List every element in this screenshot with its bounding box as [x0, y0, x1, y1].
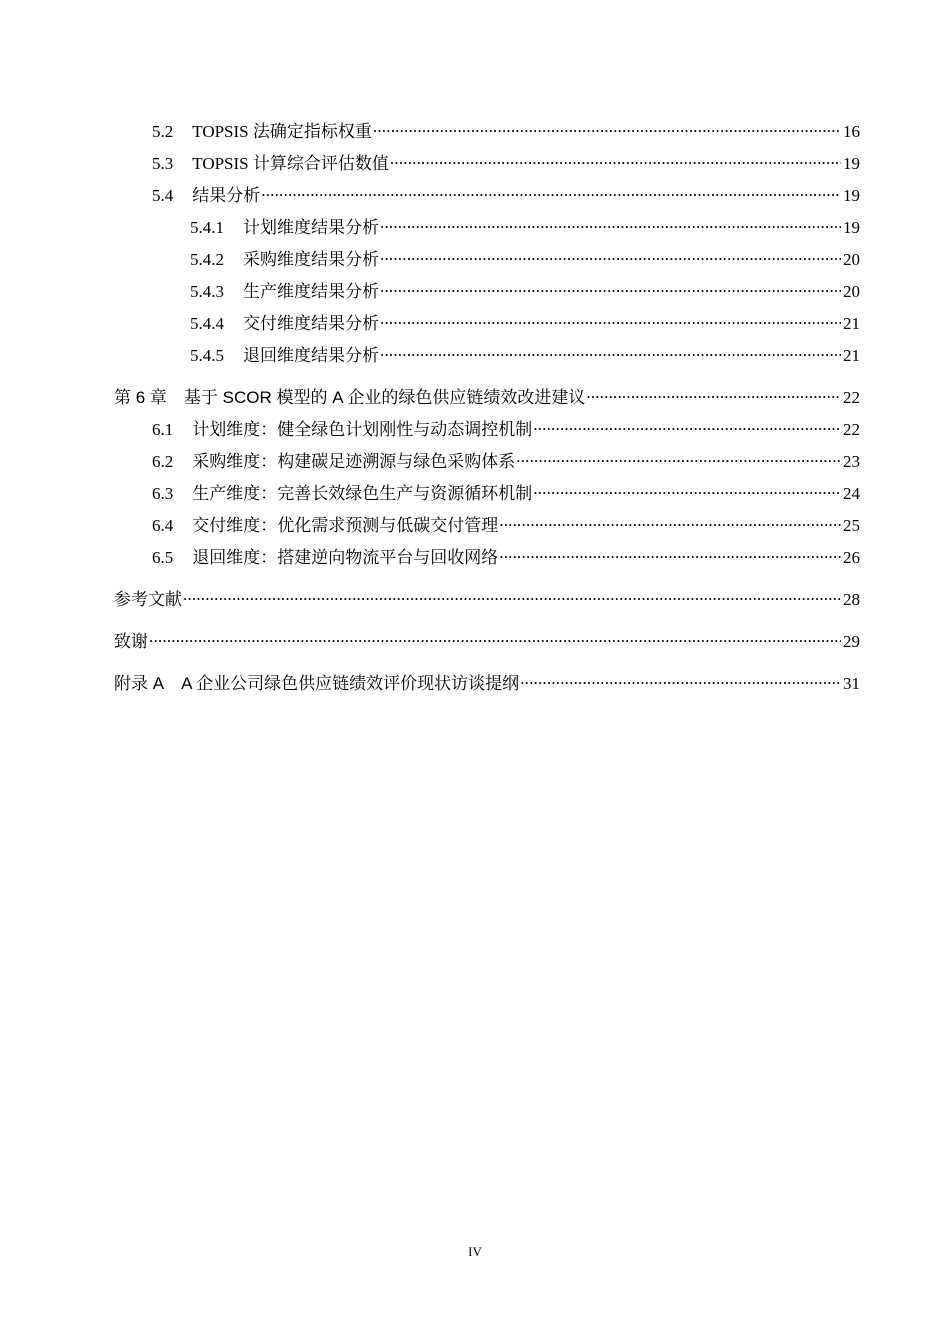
toc-dot-leader: [533, 418, 841, 435]
toc-entry-number: 6.5: [152, 548, 174, 567]
toc-entry[interactable]: [114, 672, 860, 704]
toc-entry[interactable]: [114, 514, 860, 546]
toc-entry-title: 计划维度：健全绿色计划刚性与动态调控机制: [192, 420, 533, 439]
toc-dot-leader: [149, 630, 841, 647]
toc-entry-title: 退回维度：搭建逆向物流平台与回收网络: [192, 548, 499, 567]
toc-entry-number: 5.4.1: [190, 218, 224, 237]
toc-dot-leader: [380, 344, 841, 361]
toc-entry-title: 参考文献: [114, 590, 182, 609]
toc-entry-page: 25: [843, 516, 860, 535]
toc-entry[interactable]: [114, 344, 860, 376]
toc-dot-leader: [390, 152, 841, 169]
toc-entry-page: 24: [843, 484, 860, 503]
toc-entry-page: 20: [843, 282, 860, 301]
toc-entry-page: 29: [843, 632, 860, 651]
toc-dot-leader: [183, 588, 841, 605]
toc-entry-page: 21: [843, 314, 860, 333]
toc-dot-leader: [499, 514, 841, 531]
toc-entry-number: 6.2: [152, 452, 174, 471]
toc-entry[interactable]: [114, 630, 860, 662]
toc-entry-title: 致谢: [114, 632, 148, 651]
toc-entry[interactable]: [114, 450, 860, 482]
toc-dot-leader: [373, 120, 841, 137]
toc-entry[interactable]: [114, 482, 860, 514]
toc-entry-page: 19: [843, 154, 860, 173]
toc-entry-page: 23: [843, 452, 860, 471]
toc-entry[interactable]: [114, 588, 860, 620]
toc-entry-title: 结果分析: [192, 186, 261, 205]
page-number: IV: [468, 1244, 482, 1259]
toc-entry-title: 生产维度：完善长效绿色生产与资源循环机制: [192, 484, 533, 503]
toc-entry-number: 附录 A: [114, 674, 165, 693]
toc-entry-page: 28: [843, 590, 860, 609]
toc-dot-leader: [520, 672, 841, 689]
toc-dot-leader: [586, 386, 841, 403]
toc-entry-page: 26: [843, 548, 860, 567]
toc-entry-page: 22: [843, 388, 860, 407]
toc-dot-leader: [533, 482, 841, 499]
toc-entry-title: 退回维度结果分析: [243, 346, 379, 365]
toc-entry[interactable]: [114, 152, 860, 184]
toc-entry[interactable]: [114, 184, 860, 216]
toc-entry[interactable]: [114, 418, 860, 450]
toc-entry[interactable]: [114, 280, 860, 312]
toc-entry-title: 交付维度：优化需求预测与低碳交付管理: [192, 516, 499, 535]
toc-entry-number: 5.2: [152, 122, 174, 141]
toc-entry-number: 5.4.5: [190, 346, 224, 365]
toc-dot-leader: [380, 312, 841, 329]
toc-entry-title: TOPSIS 计算综合评估数值: [192, 154, 389, 173]
toc-entry[interactable]: [114, 120, 860, 152]
toc-entry-title: 基于 SCOR 模型的 A 企业的绿色供应链绩效改进建议: [183, 388, 586, 407]
toc-entry-title: 交付维度结果分析: [243, 314, 379, 333]
toc-entry-number: 5.4.4: [190, 314, 224, 333]
toc-dot-leader: [516, 450, 841, 467]
toc-entry-title: TOPSIS 法确定指标权重: [192, 122, 372, 141]
toc-entry-number: 第 6 章: [114, 388, 167, 407]
toc-dot-leader: [380, 280, 841, 297]
toc-entry-page: 19: [843, 186, 860, 205]
toc-entry-page: 19: [843, 218, 860, 237]
toc-entry-title: 生产维度结果分析: [243, 282, 379, 301]
toc-entry[interactable]: [114, 312, 860, 344]
toc-dot-leader: [380, 248, 841, 265]
toc-entry[interactable]: [114, 386, 860, 418]
toc-entry-number: 5.4.2: [190, 250, 224, 269]
toc-entry-title: A 企业公司绿色供应链绩效评价现状访谈提纲: [181, 674, 520, 693]
toc-entry-page: 16: [843, 122, 860, 141]
toc-entry-page: 21: [843, 346, 860, 365]
toc-entry-page: 31: [843, 674, 860, 693]
toc-dot-leader: [380, 216, 841, 233]
toc-entry-number: 6.4: [152, 516, 174, 535]
toc-entry-number: 5.4.3: [190, 282, 224, 301]
toc-entry-page: 20: [843, 250, 860, 269]
toc-entry-title: 计划维度结果分析: [243, 218, 379, 237]
table-of-contents: [114, 120, 860, 704]
toc-entry-number: 5.4: [152, 186, 174, 205]
toc-entry-number: 5.3: [152, 154, 174, 173]
toc-entry-page: 22: [843, 420, 860, 439]
toc-entry[interactable]: [114, 546, 860, 578]
toc-dot-leader: [261, 184, 841, 201]
toc-entry[interactable]: [114, 216, 860, 248]
toc-dot-leader: [499, 546, 841, 563]
toc-entry-number: 6.1: [152, 420, 174, 439]
toc-entry-title: 采购维度结果分析: [243, 250, 379, 269]
toc-entry-title: 采购维度：构建碳足迹溯源与绿色采购体系: [192, 452, 516, 471]
toc-entry[interactable]: [114, 248, 860, 280]
toc-entry-number: 6.3: [152, 484, 174, 503]
